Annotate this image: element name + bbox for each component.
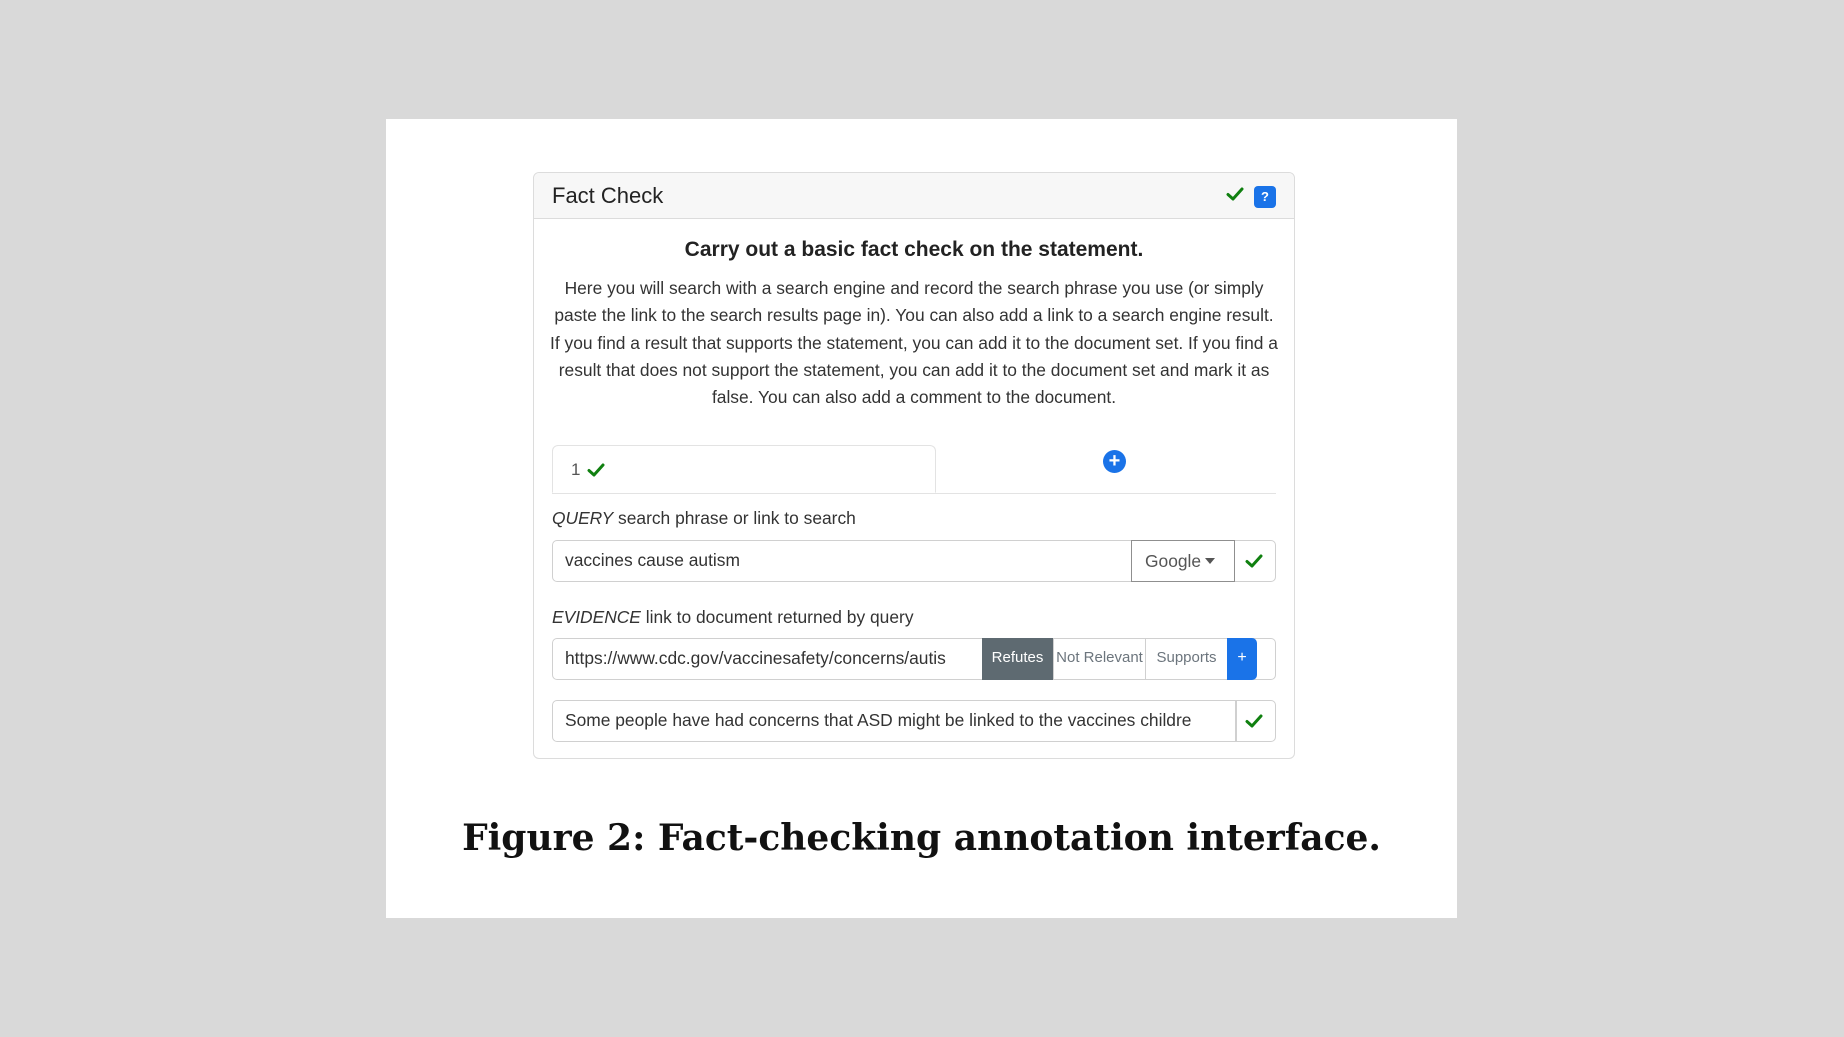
search-engine-dropdown[interactable]	[1131, 540, 1235, 582]
evidence-label-em: EVIDENCE	[552, 607, 641, 627]
evidence-label-rest: link to document returned by query	[640, 607, 914, 627]
check-icon	[1226, 186, 1244, 202]
figure-caption: Figure 2: Fact-checking annotation interface.	[462, 817, 1381, 859]
instructions-text: Here you will search with a search engine and record the search phrase you use (or simply paste the link to the search results page in). You can also add a link to a search engine result. If you find a result that supports the statement, you can add it to the document set. If you find a result that does not support the statement, you can add it to the document set and mark it as false. You can also add a comment to the document.	[550, 278, 1278, 408]
engine-label: Google	[1145, 550, 1202, 571]
query-input-group	[552, 540, 1276, 582]
help-question-icon[interactable]: ?	[1254, 186, 1276, 208]
add-tab-plus-circle-icon[interactable]: +	[1103, 450, 1126, 473]
evidence-url-input[interactable]: https://www.cdc.gov/vaccinesafety/concerns/autis	[565, 648, 946, 668]
query-input[interactable]: vaccines cause autism	[565, 550, 740, 570]
divider	[1235, 700, 1237, 742]
check-icon	[587, 462, 605, 478]
instructions-heading: Carry out a basic fact check on the statement.	[684, 238, 1144, 261]
fact-check-card	[533, 172, 1295, 759]
evidence-input-group	[552, 638, 1276, 680]
evidence-tabs	[552, 445, 1276, 494]
check-icon[interactable]	[1245, 713, 1263, 729]
query-label-rest: search phrase or link to search	[613, 508, 856, 528]
refutes-button[interactable]: Refutes	[982, 638, 1053, 680]
query-label	[552, 508, 856, 529]
card-header	[534, 173, 1294, 219]
comment-input[interactable]: Some people have had concerns that ASD might be linked to the vaccines childre	[565, 710, 1192, 730]
tab-label: 1	[571, 460, 581, 479]
comment-input-group	[552, 700, 1276, 742]
add-evidence-button[interactable]: +	[1227, 638, 1257, 680]
paper-page	[386, 119, 1457, 918]
check-icon[interactable]	[1245, 553, 1263, 569]
supports-button[interactable]: Supports	[1145, 638, 1228, 680]
tab-1[interactable]	[552, 445, 936, 493]
evidence-label	[552, 607, 914, 628]
not-relevant-button[interactable]: Not Relevant	[1053, 638, 1146, 680]
card-title: Fact Check	[552, 183, 664, 208]
query-label-em: QUERY	[552, 508, 614, 528]
chevron-down-icon	[1205, 558, 1215, 564]
